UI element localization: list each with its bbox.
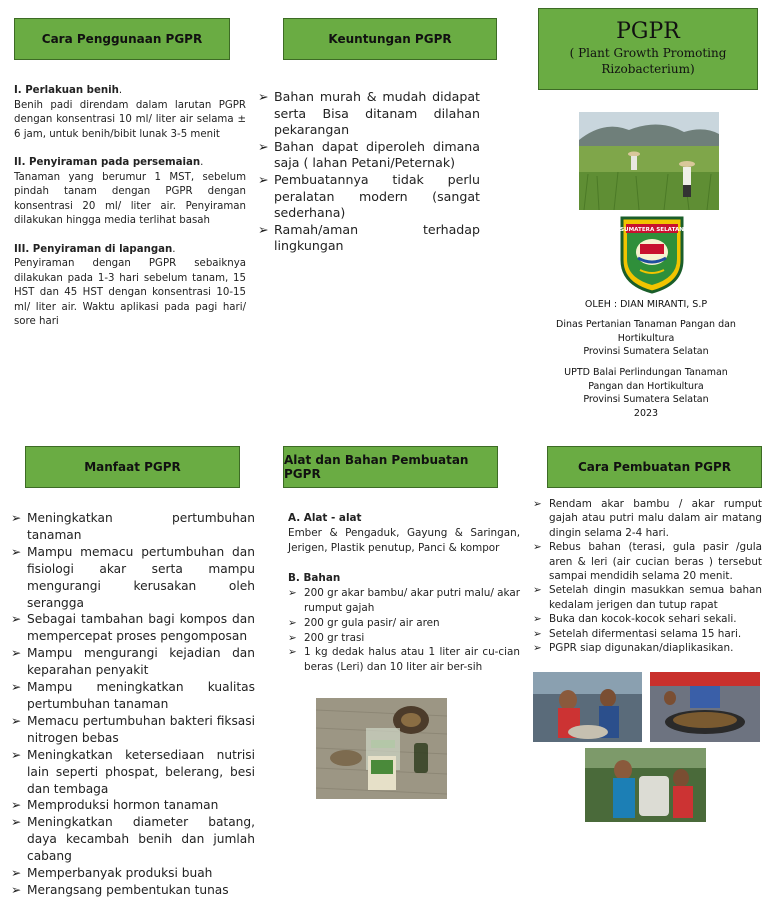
keuntungan-list (258, 89, 480, 255)
section-title: I. Perlakuan benih. (14, 85, 123, 96)
section-body: Tanaman yang berumur 1 MST, sebelum pindah tanam dengan PGPR dengan konsentrasi 20 ml/ liter air. Penyiraman dilakukan hingga media terlihat basah (14, 171, 246, 226)
list-item: ➢ Bahan murah & mudah didapat serta Bisa ditanam dilahan pekarangan (258, 89, 480, 138)
list-item: ➢ Rendam akar bambu / akar rumput gajah atau putri malu dalam air matang dingin selama 2-4 hari. (533, 498, 762, 539)
arrow-bullet-icon: ➢ (11, 866, 22, 881)
arrow-bullet-icon: ➢ (288, 616, 297, 629)
bahan-title: B. Bahan (288, 572, 341, 585)
cover-title-box (538, 8, 758, 90)
sumsel-logo (618, 214, 686, 294)
cara-pembuatan-list (533, 497, 762, 655)
list-item: ➢ Meningkatkan ketersediaan nutrisi lain seperti phospat, belerang, besi dan tembaga (11, 747, 255, 796)
author-line: OLEH : DIAN MIRANTI, S.P (584, 299, 708, 310)
arrow-bullet-icon: ➢ (533, 498, 542, 510)
arrow-bullet-icon: ➢ (533, 541, 542, 554)
header-manfaat: Manfaat PGPR (25, 446, 240, 488)
list-item: ➢ 200 gr trasi (288, 631, 365, 644)
section-body: Benih padi direndam dalam larutan PGPR dengan konsentrasi 10 ml/ liter air selama ± 6 jam, untuk benih/bibit lunak 3-5 menit (14, 99, 246, 140)
process-photo-1 (533, 672, 642, 742)
list-item: ➢ Setelah dingin masukkan semua bahan kedalam jerigen dan tutup rapat (533, 584, 762, 611)
process-photo-2 (650, 672, 760, 742)
cover-subtitle: ( Plant Growth Promoting Rizobacterium) (569, 46, 727, 76)
header-keuntungan: Keuntungan PGPR (283, 18, 497, 60)
header-cara-pembuatan: Cara Pembuatan PGPR (547, 446, 762, 488)
list-item: ➢ 200 gr gula pasir/ air aren (288, 616, 440, 629)
ingredients-photo (316, 698, 447, 799)
section-title: III. Penyiraman di lapangan. (14, 243, 176, 255)
arrow-bullet-icon: ➢ (11, 815, 22, 830)
cover-title: PGPR (616, 19, 680, 44)
list-item: ➢ Memperbanyak produksi buah (11, 866, 213, 881)
organization-2: UPTD Balai Perlindungan Tanaman Pangan dan Hortikultura Provinsi Sumatera Selatan 2023 (564, 367, 728, 419)
process-photo-3 (585, 748, 706, 822)
list-item: ➢ Mampu meningkatkan kualitas pertumbuhan tanaman (11, 680, 255, 711)
list-item: ➢ 200 gr akar bambu/ akar putri malu/ akar rumput gajah (288, 587, 520, 614)
logo-text: SUMATERA SELATAN (620, 227, 684, 233)
arrow-bullet-icon: ➢ (258, 221, 269, 237)
header-alat-bahan: Alat dan Bahan Pembuatan PGPR (283, 446, 498, 488)
arrow-bullet-icon: ➢ (533, 613, 542, 626)
list-item: ➢ PGPR siap digunakan/diaplikasikan. (533, 642, 734, 655)
arrow-bullet-icon: ➢ (11, 511, 22, 525)
list-item: ➢ Setelah difermentasi selama 15 hari. (533, 627, 742, 640)
arrow-bullet-icon: ➢ (288, 631, 297, 644)
list-item: ➢ Memacu pertumbuhan bakteri fiksasi nitrogen bebas (11, 713, 255, 745)
arrow-bullet-icon: ➢ (258, 138, 269, 154)
alat-body: Ember & Pengaduk, Gayung & Saringan, Jerigen, Plastik penutup, Panci & kompor (288, 526, 520, 554)
header-cara-penggunaan: Cara Penggunaan PGPR (14, 18, 230, 60)
arrow-bullet-icon: ➢ (11, 646, 22, 661)
section-title: II. Penyiraman pada persemaian. (14, 157, 204, 168)
list-item: ➢ Sebagai tambahan bagi kompos dan mempercepat proses pengomposan (11, 612, 255, 644)
list-item: ➢ Merangsang pembentukan tunas (11, 882, 229, 897)
alat-bahan-text (288, 511, 520, 675)
section-body: Penyiraman dengan PGPR sebaiknya dilakukan pada 1-3 hari sebelum tanam, 15 HST dan 45 HST dengan konsentrasi 10-15 ml/ liter air. Waktu aplikasi pada pagi hari/ sore hari (14, 258, 246, 327)
arrow-bullet-icon: ➢ (533, 584, 542, 597)
manfaat-list (11, 510, 255, 899)
list-item: ➢ 1 kg dedak halus atau 1 liter air cu-cian beras (Leri) dan 10 liter air ber-sih (288, 646, 520, 674)
list-item: ➢ Bahan dapat diperoleh dimana saja ( lahan Petani/Peternak) (258, 138, 480, 171)
alat-title: A. Alat - alat (288, 512, 362, 524)
cara-penggunaan-text (14, 84, 246, 330)
list-item: ➢ Memproduksi hormon tanaman (11, 798, 219, 813)
arrow-bullet-icon: ➢ (288, 587, 297, 600)
arrow-bullet-icon: ➢ (258, 89, 269, 104)
list-item: ➢ Mampu memacu pertumbuhan dan fisiologi akar serta mampu mengurangi kerusakan oleh serangga (11, 544, 255, 610)
list-item: ➢ Rebus bahan (terasi, gula pasir /gula aren & leri (air cucian beras ) tersebut sampai mendidih selama 20 menit. (533, 541, 762, 583)
arrow-bullet-icon: ➢ (533, 627, 542, 640)
arrow-bullet-icon: ➢ (533, 642, 542, 655)
arrow-bullet-icon: ➢ (11, 713, 22, 728)
list-item: ➢ Pembuatannya tidak perlu peralatan modern (sangat sederhana) (258, 171, 480, 221)
list-item: ➢ Ramah/aman terhadap lingkungan (258, 221, 480, 254)
list-item: ➢ Buka dan kocok-kocok sehari sekali. (533, 613, 737, 626)
list-item: ➢ Meningkatkan pertumbuhan tanaman (11, 511, 255, 542)
arrow-bullet-icon: ➢ (11, 680, 22, 695)
rice-field-photo (579, 112, 719, 210)
arrow-bullet-icon: ➢ (11, 882, 22, 897)
arrow-bullet-icon: ➢ (258, 171, 269, 187)
list-item: ➢ Meningkatkan diameter batang, daya kecambah benih dan jumlah cabang (11, 815, 255, 864)
arrow-bullet-icon: ➢ (11, 747, 22, 762)
list-item: ➢ Mampu mengurangi kejadian dan keparahan penyakit (11, 646, 255, 678)
arrow-bullet-icon: ➢ (11, 798, 22, 813)
arrow-bullet-icon: ➢ (288, 646, 297, 659)
arrow-bullet-icon: ➢ (11, 544, 22, 559)
arrow-bullet-icon: ➢ (11, 612, 22, 627)
organization-1: Dinas Pertanian Tanaman Pangan dan Hortikultura Provinsi Sumatera Selatan (556, 319, 736, 358)
